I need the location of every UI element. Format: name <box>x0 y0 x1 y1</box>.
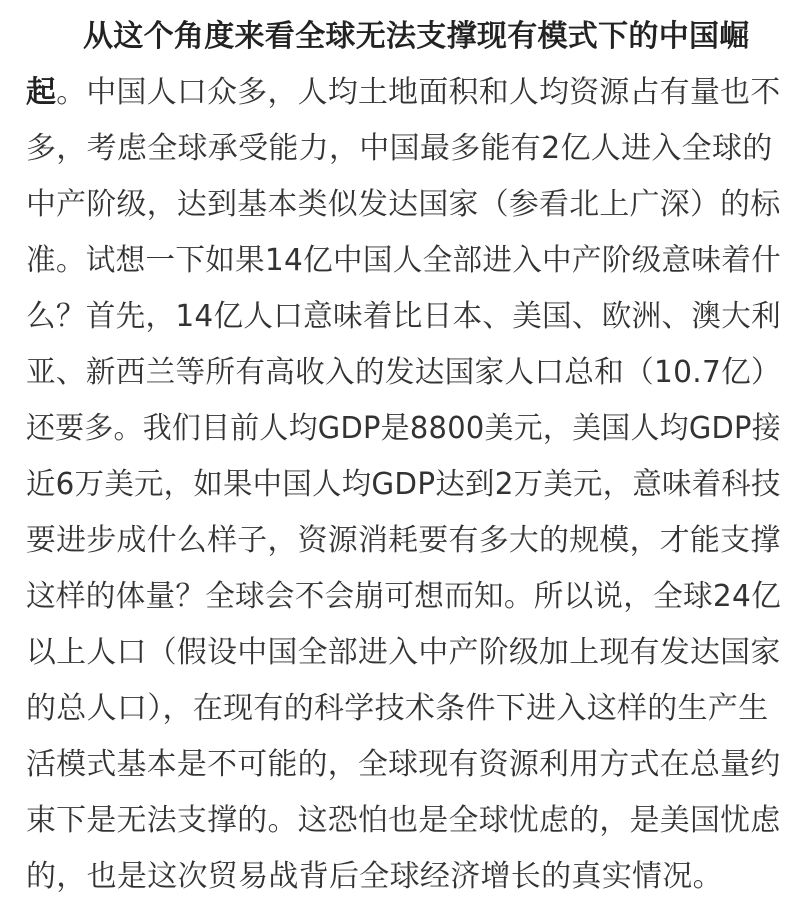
paragraph-line <box>26 799 781 843</box>
paragraph-line <box>26 239 781 283</box>
line-text: 这样的体量？全球会不会崩可想而知。所以说，全球24亿 <box>26 579 781 614</box>
paragraph-line <box>26 407 781 451</box>
paragraph-line <box>26 351 781 395</box>
line-text: 以上人口（假设中国全部进入中产阶级加上现有发达国家 <box>26 635 781 670</box>
bold-heading-text: 起 <box>26 75 57 110</box>
line-text: 准。试想一下如果14亿中国人全部进入中产阶级意味着什 <box>26 243 781 278</box>
paragraph-line <box>26 575 781 619</box>
paragraph-line <box>26 127 773 171</box>
paragraph-line <box>26 687 769 731</box>
paragraph-line <box>26 631 781 675</box>
paragraph-line <box>26 743 781 787</box>
line-text: 还要多。我们目前人均GDP是8800美元，美国人均GDP接 <box>26 411 781 446</box>
paragraph-line <box>26 183 781 227</box>
line-text: 么？首先，14亿人口意味着比日本、美国、欧洲、澳大利 <box>26 299 781 334</box>
line-text: 多，考虑全球承受能力，中国最多能有2亿人进入全球的 <box>26 131 773 166</box>
line-text: 的，也是这次贸易战背后全球经济增长的真实情况。 <box>26 859 723 894</box>
paragraph-line <box>26 71 781 115</box>
line-text: 活模式基本是不可能的，全球现有资源利用方式在总量约 <box>26 747 781 782</box>
line-text: 束下是无法支撑的。这恐怕也是全球忧虑的，是美国忧虑 <box>26 803 781 838</box>
line-text: 的总人口），在现有的科学技术条件下进入这样的生产生 <box>26 691 769 726</box>
line-text: 近6万美元，如果中国人均GDP达到2万美元，意味着科技 <box>26 467 781 502</box>
paragraph-line <box>83 15 750 59</box>
bold-heading-text: 从这个角度来看全球无法支撑现有模式下的中国崛 <box>83 19 750 54</box>
line-text: 亚、新西兰等所有高收入的发达国家人口总和（10.7亿） <box>26 355 781 390</box>
paragraph-line <box>26 519 781 563</box>
paragraph-line <box>26 855 723 899</box>
line-text: 。中国人口众多，人均土地面积和人均资源占有量也不 <box>56 75 781 110</box>
paragraph-line <box>26 463 781 507</box>
paragraph-line <box>26 295 781 339</box>
line-text: 要进步成什么样子，资源消耗要有多大的规模，才能支撑 <box>26 523 781 558</box>
line-text: 中产阶级，达到基本类似发达国家（参看北上广深）的标 <box>26 187 781 222</box>
